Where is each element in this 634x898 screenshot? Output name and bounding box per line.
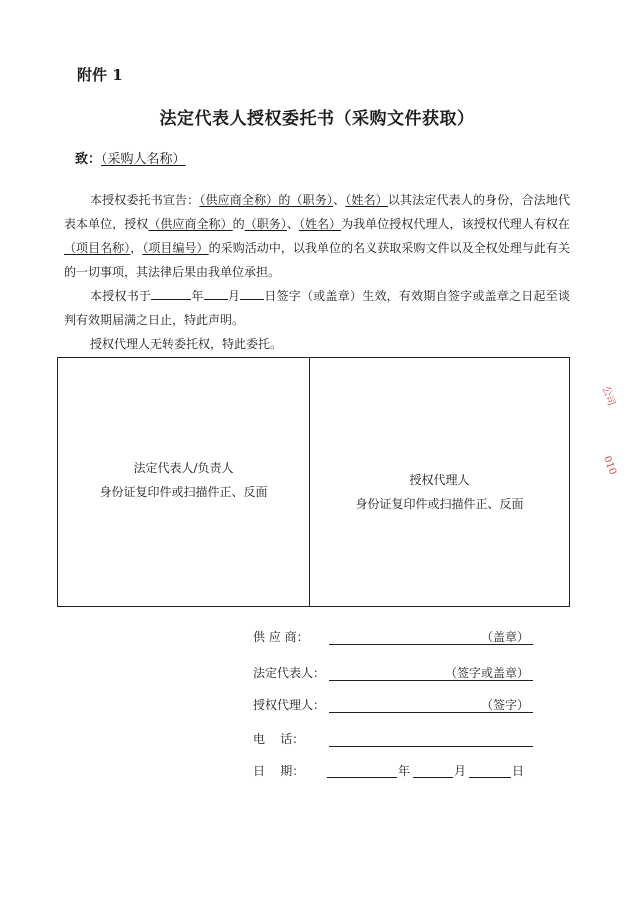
validity-paragraph xyxy=(64,284,570,332)
agent-id-desc: 身份证复印件或扫描件正、反面 xyxy=(355,497,524,511)
project-name-field: （项目名称） xyxy=(64,241,131,255)
legal-rep-label: 法定代表人： xyxy=(253,666,326,680)
p1-text-4: 以其法定代表人的身份，合法地代表本单位，授权 xyxy=(64,193,570,231)
p1-text-2: 的 xyxy=(278,193,291,207)
legal-rep-id-title: 法定代表人/负责人 xyxy=(133,461,234,475)
supplier-signature-row xyxy=(253,628,533,648)
agent-id-cell xyxy=(310,378,569,606)
date-month-blank[interactable] xyxy=(413,764,453,778)
addressee-line xyxy=(75,148,186,167)
agent-label: 授权代理人： xyxy=(253,698,326,712)
position-field-2: （职务） xyxy=(244,217,287,231)
p2-year: 年 xyxy=(191,289,204,303)
agent-sign-tag: （签字） xyxy=(480,698,529,712)
date-month-text: 月 xyxy=(454,764,467,778)
supplier-seal-tag: （盖章） xyxy=(480,630,529,644)
phone-row xyxy=(253,730,533,750)
supplier-name-field-1: （供应商全称） xyxy=(199,193,279,207)
name-field-1: （姓名） xyxy=(345,193,388,207)
p1-text-7: 为我单位授权代理人，该授权代理人有权在 xyxy=(341,217,570,231)
date-day-blank[interactable] xyxy=(469,764,511,778)
no-subdelegation-paragraph: 授权代理人无转委托权，特此委托。 xyxy=(90,337,283,351)
day-blank xyxy=(240,286,264,300)
agent-signature-row xyxy=(253,696,533,716)
p1-text-9: 的采购活动中，以我单位的名义获取采购文件以及全权处理与此有关的一切事项，其法律后果由我单位承担。 xyxy=(64,241,570,279)
date-year-blank[interactable] xyxy=(327,764,397,778)
supplier-label: 供 应 商： xyxy=(253,630,309,644)
project-number-field: （项目编号） xyxy=(142,241,209,255)
addressee-prefix: 致： xyxy=(75,152,102,167)
date-label: 日 期： xyxy=(253,764,305,778)
name-field-2: （姓名） xyxy=(298,217,342,231)
p1-text-6: 、 xyxy=(286,217,299,231)
legal-rep-id-cell xyxy=(58,354,309,606)
year-blank xyxy=(151,286,191,300)
p1-text-5: 的 xyxy=(232,217,245,231)
p2-month: 月 xyxy=(227,289,241,303)
side-stamp-fragment-b: 010 xyxy=(601,454,618,477)
addressee-name: （采购人名称） xyxy=(101,152,186,167)
attachment-label: 附件 1 xyxy=(77,66,123,84)
legal-rep-seal-tag: （签字或盖章） xyxy=(444,666,529,680)
phone-label: 电 话： xyxy=(253,732,305,746)
p1-text-8: ， xyxy=(130,241,143,255)
date-year-text: 年 xyxy=(398,764,411,778)
agent-id-title: 授权代理人 xyxy=(409,473,470,487)
legal-rep-signature-row xyxy=(253,664,533,684)
p2-day-text: 日签字（或盖章）生效，有效期自签字或盖章之日起至谈判有效期届满之日止，特此声明。 xyxy=(64,289,570,327)
p1-text-1: 本授权委托书宣告： xyxy=(90,193,200,207)
p1-text-3: 、 xyxy=(333,193,346,207)
supplier-name-field-2: （供应商全称） xyxy=(148,217,233,231)
date-day-text: 日 xyxy=(512,764,525,778)
date-row xyxy=(253,762,543,782)
legal-rep-id-desc: 身份证复印件或扫描件正、反面 xyxy=(99,485,268,499)
side-stamp-fragment-a: 公司 xyxy=(599,384,617,408)
month-blank xyxy=(204,286,228,300)
authorization-paragraph xyxy=(64,188,570,284)
phone-line[interactable] xyxy=(329,746,533,747)
position-field-1: （职务） xyxy=(290,193,334,207)
id-copy-box xyxy=(57,357,570,607)
document-title: 法定代表人授权委托书（采购文件获取） xyxy=(159,109,475,129)
p2-text-1: 本授权书于 xyxy=(90,289,152,303)
